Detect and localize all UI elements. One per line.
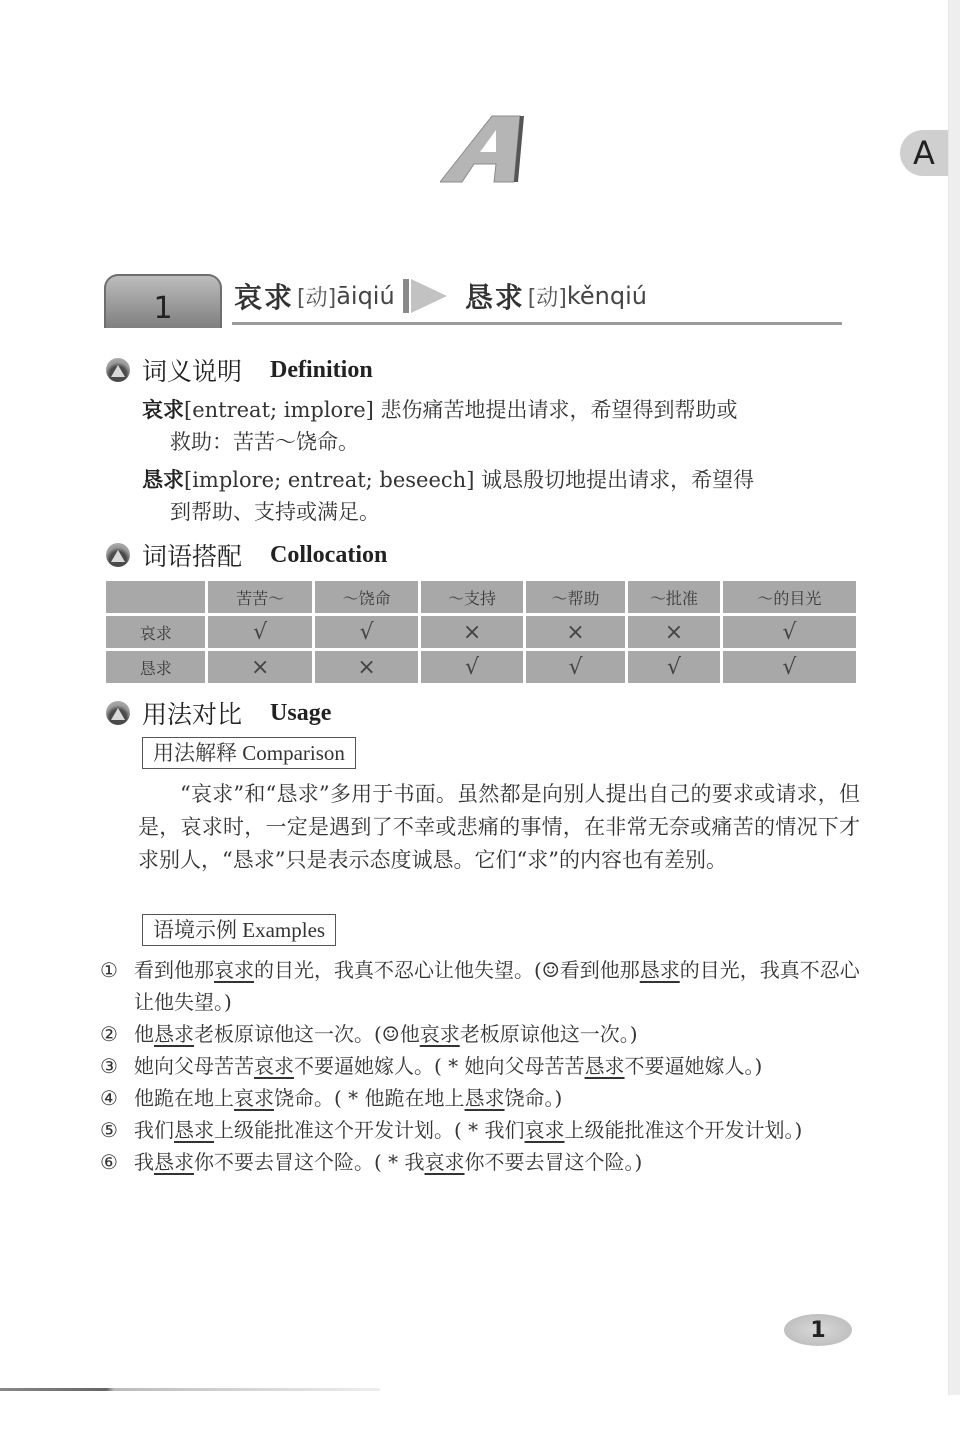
table-row xyxy=(106,651,856,683)
headword-1: 哀求 xyxy=(234,281,295,314)
table-cell: × xyxy=(628,616,720,648)
example-text: 你不要去冒这个险。) xyxy=(464,1150,643,1174)
headword-2-pinyin: kěnqiú xyxy=(566,282,648,310)
definition-2 xyxy=(142,464,862,528)
example-item xyxy=(100,1018,860,1050)
example-text: 不要逼她嫁人。) xyxy=(624,1054,763,1078)
example-item xyxy=(100,954,860,1018)
entry-number-tab xyxy=(104,274,222,328)
definition-text-cont: 到帮助、支持或满足。 xyxy=(170,500,380,524)
example-keyword: 哀求 xyxy=(524,1118,565,1142)
example-keyword: 恳求 xyxy=(154,1022,194,1046)
example-item xyxy=(100,1146,860,1178)
section-collocation-heading xyxy=(106,537,387,573)
table-cell: √ xyxy=(208,616,311,648)
example-keyword: 恳求 xyxy=(639,958,680,982)
definition-text: 诚恳殷切地提出请求，希望得 xyxy=(481,468,755,492)
example-text: 老板原谅他这一次。) xyxy=(459,1022,638,1046)
comparison-label: 用法解释 Comparison xyxy=(142,737,356,769)
definition-text-cont: 救助：苦苦～饶命。 xyxy=(170,430,359,454)
example-number: ⑤ xyxy=(100,1118,118,1142)
example-item xyxy=(100,1082,860,1114)
section-title-cn: 词语搭配 xyxy=(142,542,243,571)
headword-2-pos: [动] xyxy=(527,285,567,311)
example-number: ③ xyxy=(100,1054,118,1078)
table-cell: √ xyxy=(723,616,856,648)
example-text: 饶命。( * 他跪在地上 xyxy=(274,1086,465,1110)
example-keyword: 哀求 xyxy=(254,1054,294,1078)
arrow-right-icon xyxy=(403,279,451,313)
section-title-en: Usage xyxy=(270,699,332,726)
thumb-index-tab xyxy=(900,130,948,176)
footer-rule xyxy=(0,1388,380,1391)
table-cell: √ xyxy=(421,651,522,683)
thumb-index-letter: A xyxy=(913,134,935,172)
headwords xyxy=(234,276,647,316)
example-item xyxy=(100,1114,860,1146)
header-rule xyxy=(232,322,842,325)
example-item xyxy=(100,1050,860,1082)
row-label: 哀求 xyxy=(106,616,205,648)
example-keyword: 恳求 xyxy=(464,1086,505,1110)
section-usage-heading xyxy=(106,695,331,731)
table-header: ～支持 xyxy=(421,581,522,613)
examples-label: 语境示例 Examples xyxy=(142,914,336,946)
example-text: 你不要去冒这个险。( * 我 xyxy=(194,1150,425,1174)
table-header: ～饶命 xyxy=(315,581,418,613)
example-number: ① xyxy=(100,958,118,982)
entry-number: 1 xyxy=(153,291,173,326)
section-title-cn: 词义说明 xyxy=(142,357,243,386)
page-number-badge xyxy=(784,1314,852,1346)
section-bullet-icon xyxy=(106,543,130,567)
section-title-cn: 用法对比 xyxy=(142,700,243,729)
headword-2: 恳求 xyxy=(464,281,525,314)
table-cell: √ xyxy=(628,651,720,683)
table-row xyxy=(106,616,856,648)
entry-header xyxy=(104,272,844,330)
definition-term: 恳求 xyxy=(142,467,184,492)
example-number: ② xyxy=(100,1022,118,1046)
headword-1-pinyin: āiqiú xyxy=(336,282,395,310)
table-header xyxy=(106,581,205,613)
row-label: 恳求 xyxy=(106,651,205,683)
table-header: ～帮助 xyxy=(526,581,625,613)
example-keyword: 哀求 xyxy=(234,1086,274,1110)
section-bullet-icon xyxy=(106,358,130,382)
example-text: 我们 xyxy=(134,1118,174,1142)
example-text: 上级能批准这个开发计划。) xyxy=(564,1118,803,1142)
definition-gloss: [implore; entreat; beseech] xyxy=(184,468,475,492)
table-cell: × xyxy=(208,651,311,683)
example-text: 的目光，我真不忍心让他失望。(☺看到他那 xyxy=(254,958,640,982)
example-keyword: 哀求 xyxy=(419,1022,460,1046)
section-title-en: Definition xyxy=(270,356,373,383)
table-cell: × xyxy=(526,616,625,648)
table-header: 苦苦～ xyxy=(208,581,311,613)
headword-1-pos: [动] xyxy=(297,285,337,311)
section-title-en: Collocation xyxy=(270,541,388,568)
example-text: 他 xyxy=(134,1022,154,1046)
definition-text: 悲伤痛苦地提出请求，希望得到帮助或 xyxy=(380,398,738,422)
table-cell: √ xyxy=(315,616,418,648)
definition-term: 哀求 xyxy=(142,397,184,422)
example-text: 的目光，我真不忍心让他失望。) xyxy=(134,958,860,1014)
definition-1 xyxy=(142,394,862,458)
table-cell: √ xyxy=(526,651,625,683)
table-cell: √ xyxy=(723,651,856,683)
example-text: 他跪在地上 xyxy=(134,1086,234,1110)
example-text: 不要逼她嫁人。( * 她向父母苦苦 xyxy=(294,1054,585,1078)
comparison-paragraph xyxy=(138,778,860,877)
example-keyword: 恳求 xyxy=(154,1150,194,1174)
page-edge xyxy=(948,0,960,1395)
section-bullet-icon xyxy=(106,701,130,725)
examples-list xyxy=(100,954,860,1178)
example-keyword: 哀求 xyxy=(214,958,254,982)
table-cell: × xyxy=(315,651,418,683)
example-keyword: 恳求 xyxy=(174,1118,214,1142)
comparison-text: “哀求”和“恳求”多用于书面。虽然都是向别人提出自己的要求或请求，但是，哀求时，一定是遇到了不幸或悲痛的事情，在非常无奈或痛苦的情况下才求别人，“恳求”只是表示态度诚恳。它们“求”的内容也有差别。 xyxy=(138,782,860,872)
table-header-row xyxy=(106,581,856,613)
example-number: ⑥ xyxy=(100,1150,118,1174)
example-text: 饶命。) xyxy=(504,1086,563,1110)
example-text: 我 xyxy=(134,1150,154,1174)
example-text: 看到他那 xyxy=(134,958,214,982)
example-keyword: 哀求 xyxy=(424,1150,465,1174)
definition-gloss: [entreat; implore] xyxy=(184,398,374,422)
table-header: ～的目光 xyxy=(723,581,856,613)
example-text: 老板原谅他这一次。(☺他 xyxy=(194,1022,420,1046)
example-number: ④ xyxy=(100,1086,118,1110)
section-definition-heading xyxy=(106,352,373,388)
example-text: 上级能批准这个开发计划。( * 我们 xyxy=(214,1118,525,1142)
table-header: ～批准 xyxy=(628,581,720,613)
example-keyword: 恳求 xyxy=(584,1054,625,1078)
page-number: 1 xyxy=(810,1317,826,1343)
table-cell: × xyxy=(421,616,522,648)
chapter-letter-graphic xyxy=(440,112,530,188)
collocation-table xyxy=(103,578,859,686)
example-text: 她向父母苦苦 xyxy=(134,1054,254,1078)
